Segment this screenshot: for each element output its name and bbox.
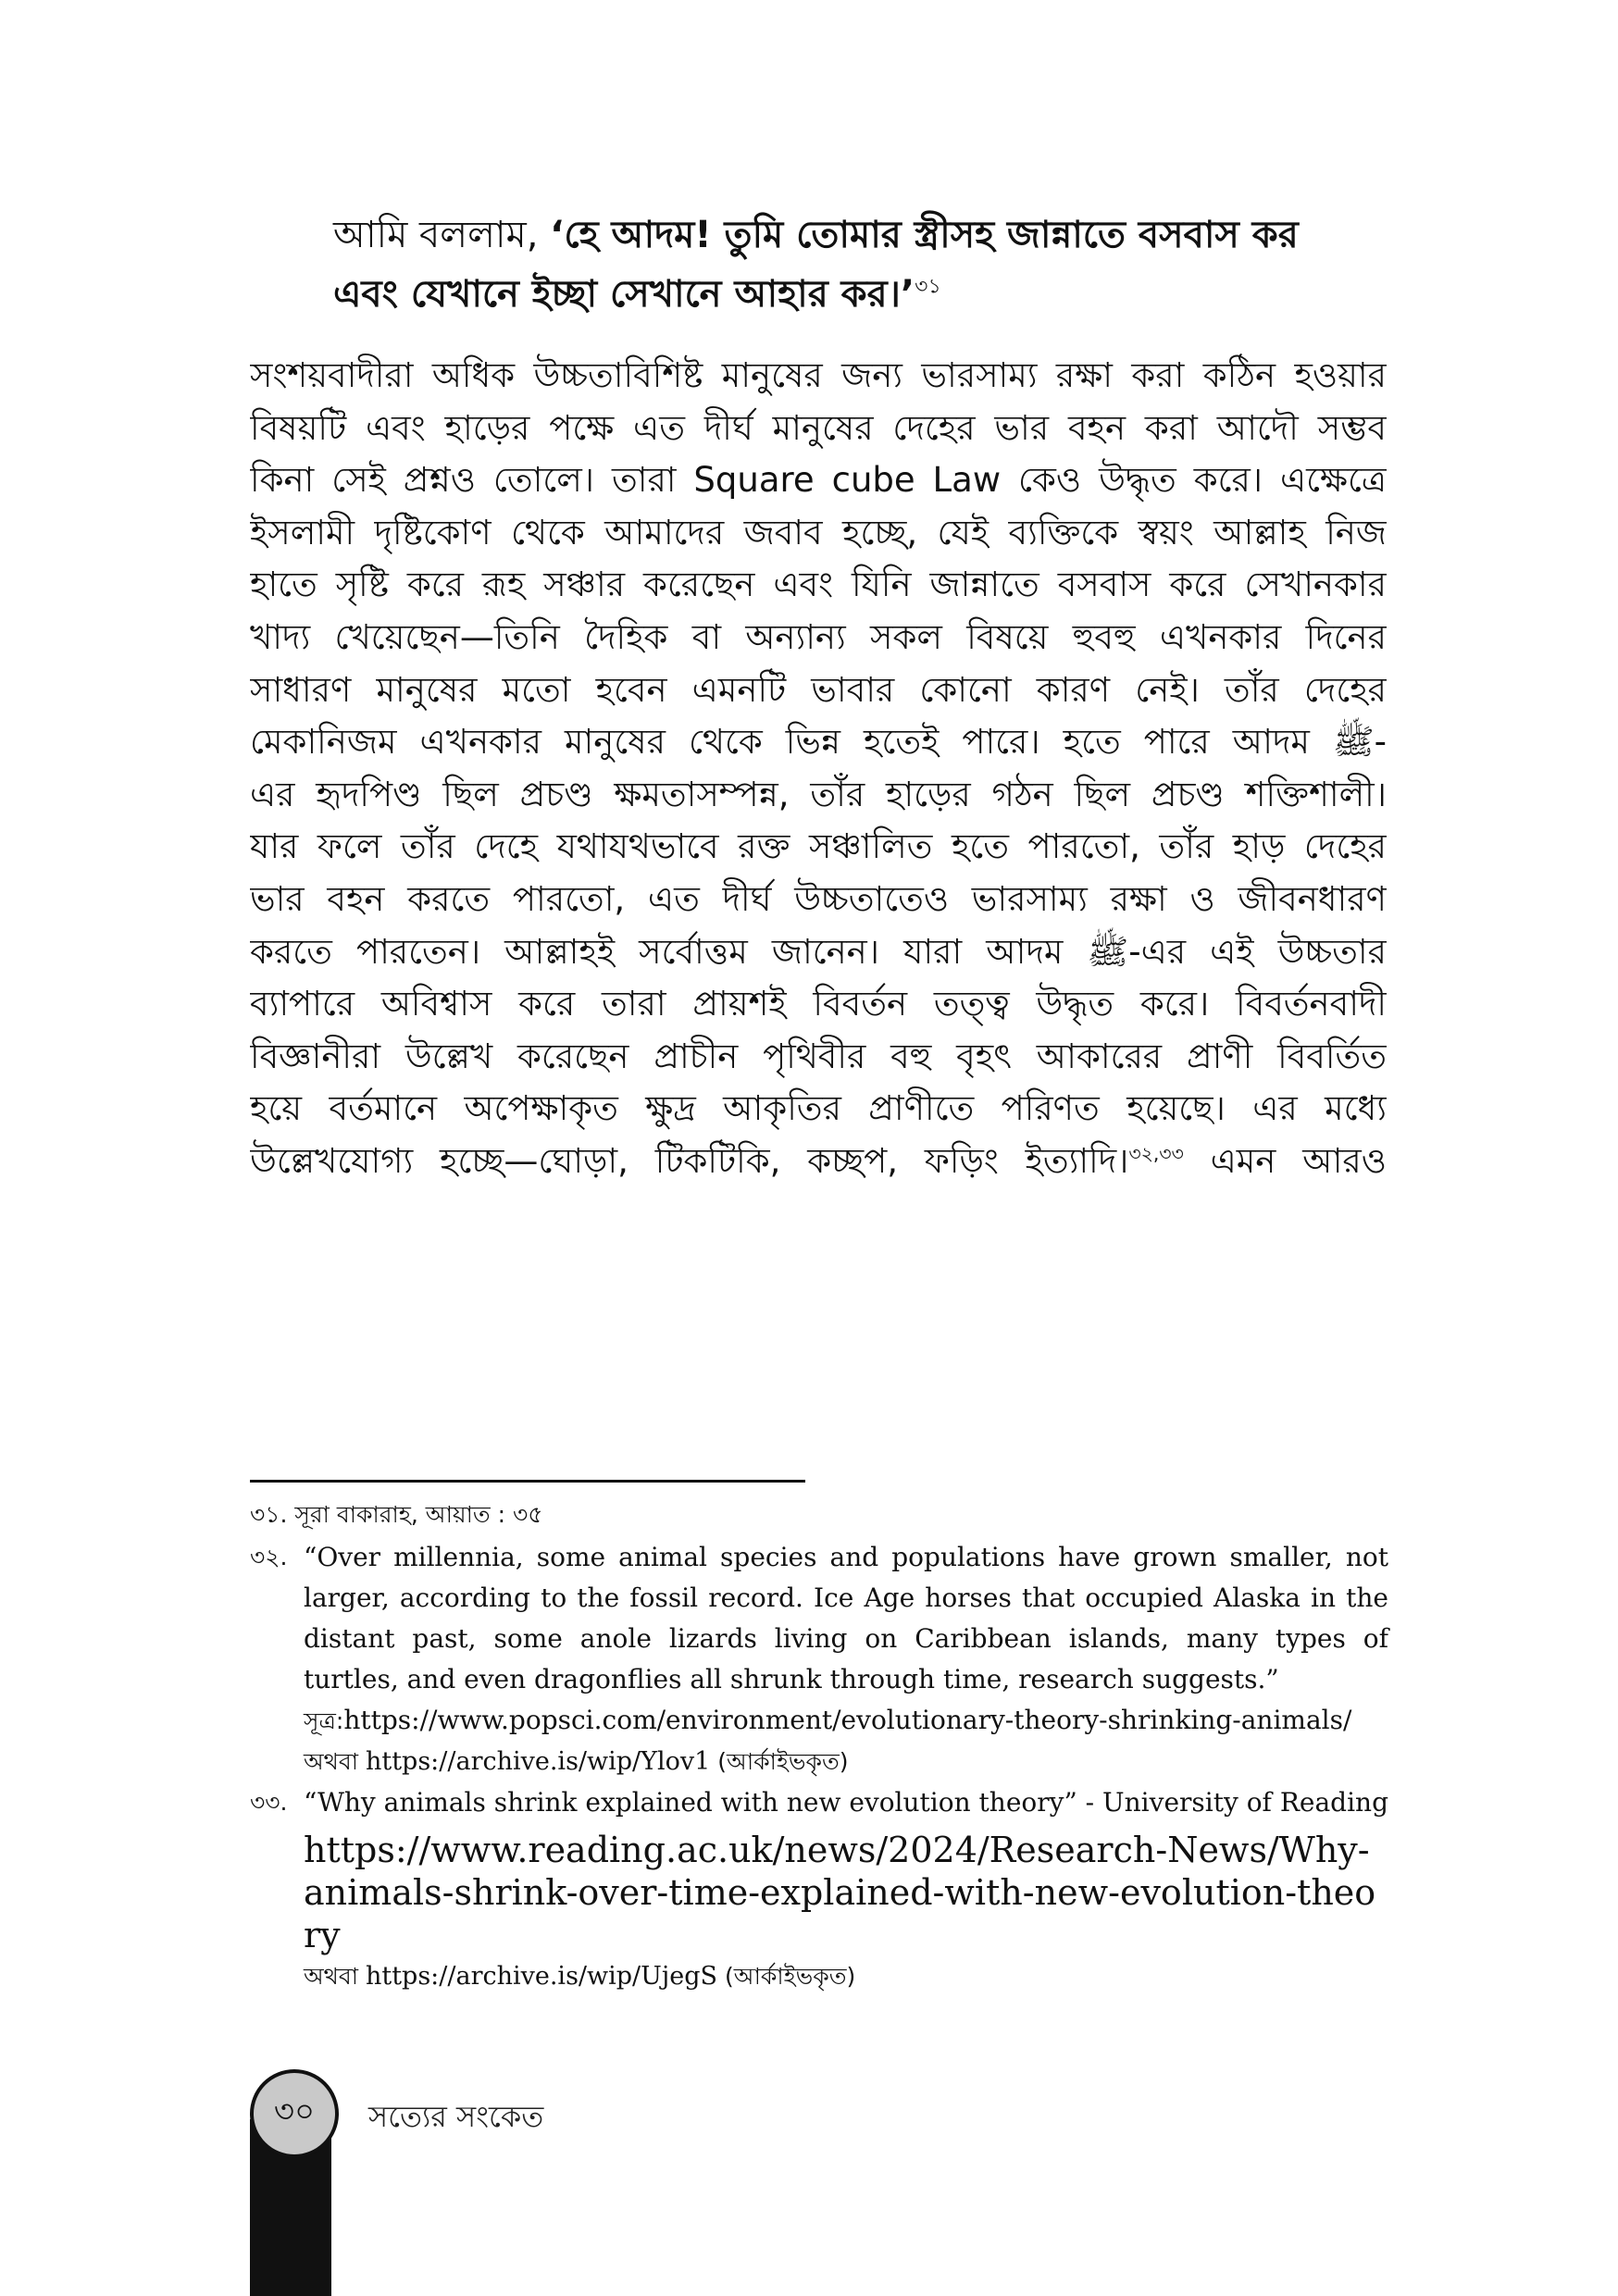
footnote-divider xyxy=(250,1480,805,1483)
body-line: বিজ্ঞানীরা উল্লেখ করেছেন প্রাচীন পৃথিবীর বহু বৃহৎ আকারের প্রাণী বিবর্তিত xyxy=(250,1036,1387,1076)
footnote-33 xyxy=(250,1782,1388,1997)
page-number: ৩০ xyxy=(273,2092,316,2130)
quote-intro: আমি বললাম, xyxy=(333,214,551,256)
footnote-32 xyxy=(250,1537,1388,1782)
footnote-33-alt-label: অথবা xyxy=(304,1963,366,1990)
body-line: হাতে সৃষ্টি করে রূহ সঞ্চার করেছেন এবং যিনি জান্নাতে বসবাস করে সেখানকার xyxy=(250,565,1387,605)
footnote-32-quote: “Over millennia, some animal species and populations have grown smaller, not larger, according to the fossil record. Ice Age horses that occupied Alaska in the distant past, some anole lizards living on Caribbean islands, many types of turtles, and even dragonflies all shrunk through time, research suggests.” xyxy=(304,1542,1388,1694)
footnotes xyxy=(250,1494,1388,1997)
page-number-badge xyxy=(250,2069,339,2158)
body-line: খাদ্য খেয়েছেন—তিনি দৈহিক বা অন্যান্য সকল বিষয়ে হুবহু এখনকার দিনের xyxy=(250,616,1387,657)
body-line: বিষয়টি এবং হাড়ের পক্ষে এত দীর্ঘ মানুষের দেহের ভার বহন করা আদৌ সম্ভব xyxy=(250,407,1387,448)
footnote-32-alt-note: (আর্কাইভকৃত) xyxy=(710,1748,849,1775)
footnote-ref-31: ৩১ xyxy=(915,275,941,299)
body-line-last xyxy=(250,1136,1387,1188)
quote-block xyxy=(333,205,1379,324)
body-line: করতে পারতেন। আল্লাহই সর্বোত্তম জানেন। যারা আদম ﷺ-এর এই উচ্চতার xyxy=(250,931,1387,972)
footnote-32-alt xyxy=(304,1742,1388,1782)
body-line: হয়ে বর্তমানে অপেক্ষাকৃত ক্ষুদ্র আকৃতির প্রাণীতে পরিণত হয়েছে। এর মধ্যে xyxy=(250,1088,1387,1129)
footnote-33-link[interactable]: https://www.reading.ac.uk/news/2024/Research-News/Why-animals-shrink-over-time-explained-with-new-evolution-theory xyxy=(304,1830,1376,1955)
body-line: সাধারণ মানুষের মতো হবেন এমনটি ভাবার কোনো কারণ নেই। তাঁর দেহের xyxy=(250,669,1387,710)
body-line: সংশয়বাদীরা অধিক উচ্চতাবিশিষ্ট মানুষের জন্য ভারসাম্য রক্ষা করা কঠিন হওয়ার xyxy=(250,355,1387,395)
footnote-32-source xyxy=(304,1700,1388,1742)
quote-text-2: এবং যেখানে ইচ্ছা সেখানে আহার কর।’ xyxy=(333,273,915,316)
body-line: ব্যাপারে অবিশ্বাস করে তারা প্রায়শই বিবর্তন তত্ত্ব উদ্ধৃত করে। বিবর্তনবাদী xyxy=(250,984,1387,1024)
quote-text-1: ‘হে আদম! তুমি তোমার স্ত্রীসহ জান্নাতে বসবাস কর xyxy=(550,214,1299,256)
body-line: যার ফলে তাঁর দেহে যথাযথভাবে রক্ত সঞ্চালিত হতে পারতো, তাঁর হাড় দেহের xyxy=(250,826,1387,867)
footnote-32-alt-label: অথবা xyxy=(304,1748,366,1775)
body-last-end: এমন আরও xyxy=(1183,1140,1387,1181)
footnote-33-title: “Why animals shrink explained with new evolution theory” - University of Reading xyxy=(304,1787,1388,1818)
quote-line-1 xyxy=(333,205,1379,265)
body-line: ইসলামী দৃষ্টিকোণ থেকে আমাদের জবাব হচ্ছে, যেই ব্যক্তিকে স্বয়ং আল্লাহ নিজ xyxy=(250,512,1387,552)
footnote-32-number: ৩২. xyxy=(250,1544,288,1570)
body-line: কিনা সেই প্রশ্নও তোলে। তারা Square cube Law কেও উদ্ধৃত করে। এক্ষেত্রে xyxy=(250,460,1387,501)
footnote-32-source-link[interactable]: https://www.popsci.com/environment/evolutionary-theory-shrinking-animals/ xyxy=(343,1705,1352,1735)
body-line: ভার বহন করতে পারতো, এত দীর্ঘ উচ্চতাতেও ভারসাম্য রক্ষা ও জীবনধারণ xyxy=(250,878,1387,919)
body-last-text: উল্লেখযোগ্য হচ্ছে—ঘোড়া, টিকটিকি, কচ্ছপ, ফড়িং ইত্যাদি। xyxy=(250,1140,1129,1181)
footnote-31 xyxy=(250,1494,1388,1535)
book-title: সত্যের সংকেত xyxy=(368,2099,544,2134)
footnote-33-number: ৩৩. xyxy=(250,1789,288,1816)
quote-line-2 xyxy=(333,265,1379,324)
footnote-31-text: ৩১. সূরা বাকারাহ, আয়াত : ৩৫ xyxy=(250,1501,543,1528)
footnote-33-alt-link[interactable]: https://archive.is/wip/UjegS xyxy=(365,1962,718,1991)
footnote-33-alt-note: (আর্কাইভকৃত) xyxy=(717,1963,856,1990)
footnote-33-alt xyxy=(304,1956,1388,1997)
footnote-32-source-label: সূত্র: xyxy=(304,1707,344,1734)
body-paragraph xyxy=(250,350,1387,1188)
footnote-32-alt-link[interactable]: https://archive.is/wip/Ylov1 xyxy=(365,1747,711,1776)
body-line: এর হৃদপিণ্ড ছিল প্রচণ্ড ক্ষমতাসম্পন্ন, তাঁর হাড়ের গঠন ছিল প্রচণ্ড শক্তিশালী। xyxy=(250,774,1387,814)
footnote-ref-32-33: ৩২,৩৩ xyxy=(1128,1142,1184,1165)
body-line: মেকানিজম এখনকার মানুষের থেকে ভিন্ন হতেই পারে। হতে পারে আদম ﷺ- xyxy=(250,722,1387,763)
